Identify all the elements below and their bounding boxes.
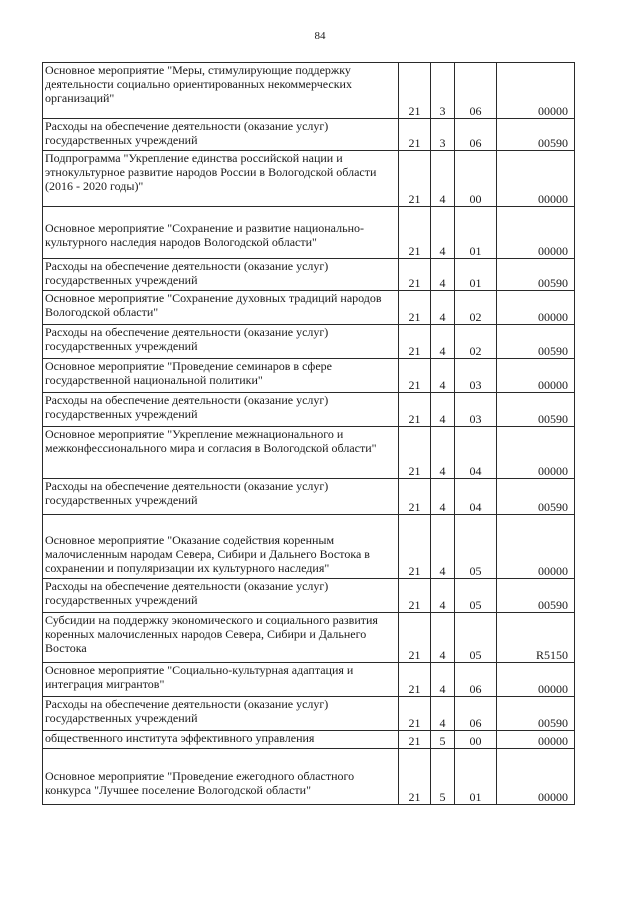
row-expense-code: 00590 xyxy=(497,393,575,427)
row-description: Расходы на обеспечение деятельности (оказание услуг) государственных учреждений xyxy=(43,259,399,291)
row-expense-code: 00590 xyxy=(497,259,575,291)
row-description: Расходы на обеспечение деятельности (оказание услуг) государственных учреждений xyxy=(43,479,399,515)
row-program-code: 21 xyxy=(399,359,431,393)
row-program-code: 21 xyxy=(399,259,431,291)
row-event-code: 01 xyxy=(455,259,497,291)
row-description: Расходы на обеспечение деятельности (оказание услуг) государственных учреждений xyxy=(43,119,399,151)
row-event-code: 01 xyxy=(455,749,497,805)
table-row xyxy=(43,393,575,427)
row-program-code: 21 xyxy=(399,697,431,731)
row-expense-code: 00000 xyxy=(497,731,575,749)
row-description: общественного института эффективного управления xyxy=(43,731,399,749)
row-subprogram-code: 4 xyxy=(431,579,455,613)
row-program-code: 21 xyxy=(399,613,431,663)
row-expense-code: 00000 xyxy=(497,515,575,579)
table-row xyxy=(43,151,575,207)
row-expense-code: 00590 xyxy=(497,325,575,359)
row-description: Субсидии на поддержку экономического и социального развития коренных малочисленных народов Севера, Сибири и Дальнего Востока xyxy=(43,613,399,663)
table-row xyxy=(43,749,575,805)
row-program-code: 21 xyxy=(399,393,431,427)
row-expense-code: 00590 xyxy=(497,579,575,613)
row-event-code: 04 xyxy=(455,427,497,479)
row-event-code: 01 xyxy=(455,207,497,259)
row-event-code: 03 xyxy=(455,393,497,427)
row-program-code: 21 xyxy=(399,663,431,697)
row-program-code: 21 xyxy=(399,479,431,515)
row-program-code: 21 xyxy=(399,63,431,119)
row-description: Основное мероприятие "Сохранение духовных традиций народов Вологодской области" xyxy=(43,291,399,325)
row-description: Расходы на обеспечение деятельности (оказание услуг) государственных учреждений xyxy=(43,325,399,359)
row-description: Подпрограмма "Укрепление единства российской нации и этнокультурное развитие народов России в Вологодской области (2016 - 2020 годы)" xyxy=(43,151,399,207)
row-subprogram-code: 4 xyxy=(431,207,455,259)
table-row xyxy=(43,515,575,579)
row-subprogram-code: 4 xyxy=(431,259,455,291)
row-event-code: 02 xyxy=(455,291,497,325)
page-number: 84 xyxy=(314,30,326,42)
row-subprogram-code: 4 xyxy=(431,427,455,479)
row-description: Расходы на обеспечение деятельности (оказание услуг) государственных учреждений xyxy=(43,697,399,731)
row-expense-code: 00590 xyxy=(497,119,575,151)
row-expense-code: 00000 xyxy=(497,663,575,697)
row-expense-code: R5150 xyxy=(497,613,575,663)
table-row xyxy=(43,697,575,731)
row-event-code: 04 xyxy=(455,479,497,515)
row-subprogram-code: 4 xyxy=(431,291,455,325)
row-program-code: 21 xyxy=(399,731,431,749)
table-row xyxy=(43,579,575,613)
table-row xyxy=(43,325,575,359)
row-subprogram-code: 4 xyxy=(431,663,455,697)
budget-classification-table xyxy=(42,62,575,805)
row-description: Основное мероприятие "Проведение ежегодного областного конкурса "Лучшее поселение Вологодской области" xyxy=(43,749,399,805)
table-row xyxy=(43,291,575,325)
row-expense-code: 00590 xyxy=(497,697,575,731)
row-subprogram-code: 5 xyxy=(431,749,455,805)
row-event-code: 06 xyxy=(455,663,497,697)
row-subprogram-code: 4 xyxy=(431,613,455,663)
row-program-code: 21 xyxy=(399,291,431,325)
table-row xyxy=(43,427,575,479)
row-event-code: 02 xyxy=(455,325,497,359)
table-row xyxy=(43,119,575,151)
row-event-code: 05 xyxy=(455,579,497,613)
row-subprogram-code: 4 xyxy=(431,515,455,579)
table-row xyxy=(43,359,575,393)
table-row xyxy=(43,207,575,259)
table-row xyxy=(43,663,575,697)
row-subprogram-code: 4 xyxy=(431,151,455,207)
row-program-code: 21 xyxy=(399,427,431,479)
row-event-code: 05 xyxy=(455,613,497,663)
row-description: Расходы на обеспечение деятельности (оказание услуг) государственных учреждений xyxy=(43,579,399,613)
row-event-code: 05 xyxy=(455,515,497,579)
row-expense-code: 00000 xyxy=(497,291,575,325)
row-subprogram-code: 4 xyxy=(431,479,455,515)
table-row xyxy=(43,259,575,291)
row-expense-code: 00000 xyxy=(497,359,575,393)
row-event-code: 06 xyxy=(455,63,497,119)
row-subprogram-code: 4 xyxy=(431,393,455,427)
row-expense-code: 00000 xyxy=(497,207,575,259)
row-subprogram-code: 4 xyxy=(431,325,455,359)
row-event-code: 06 xyxy=(455,697,497,731)
row-event-code: 06 xyxy=(455,119,497,151)
row-description: Расходы на обеспечение деятельности (оказание услуг) государственных учреждений xyxy=(43,393,399,427)
table-row xyxy=(43,731,575,749)
row-event-code: 00 xyxy=(455,151,497,207)
row-subprogram-code: 4 xyxy=(431,697,455,731)
row-event-code: 03 xyxy=(455,359,497,393)
row-program-code: 21 xyxy=(399,515,431,579)
table-row xyxy=(43,613,575,663)
row-expense-code: 00000 xyxy=(497,427,575,479)
row-description: Основное мероприятие "Оказание содействия коренным малочисленным народам Севера, Сибири и Дальнего Востока в сохранении и популяризации их культурного наследия" xyxy=(43,515,399,579)
row-subprogram-code: 5 xyxy=(431,731,455,749)
row-program-code: 21 xyxy=(399,325,431,359)
row-description: Основное мероприятие "Укрепление межнационального и межконфессионального мира и согласия в Вологодской области" xyxy=(43,427,399,479)
row-program-code: 21 xyxy=(399,207,431,259)
row-program-code: 21 xyxy=(399,579,431,613)
row-event-code: 00 xyxy=(455,731,497,749)
row-subprogram-code: 3 xyxy=(431,119,455,151)
row-program-code: 21 xyxy=(399,151,431,207)
row-description: Основное мероприятие "Меры, стимулирующие поддержку деятельности социально ориентированных некоммерческих организаций" xyxy=(43,63,399,119)
row-subprogram-code: 3 xyxy=(431,63,455,119)
row-subprogram-code: 4 xyxy=(431,359,455,393)
row-description: Основное мероприятие "Проведение семинаров в сфере государственной национальной политики" xyxy=(43,359,399,393)
row-program-code: 21 xyxy=(399,119,431,151)
table-row xyxy=(43,479,575,515)
row-description: Основное мероприятие "Сохранение и развитие национально-культурного наследия народов Вологодской области" xyxy=(43,207,399,259)
row-expense-code: 00590 xyxy=(497,479,575,515)
row-expense-code: 00000 xyxy=(497,749,575,805)
row-description: Основное мероприятие "Социально-культурная адаптация и интеграция мигрантов" xyxy=(43,663,399,697)
row-expense-code: 00000 xyxy=(497,63,575,119)
table-row xyxy=(43,63,575,119)
row-program-code: 21 xyxy=(399,749,431,805)
row-expense-code: 00000 xyxy=(497,151,575,207)
